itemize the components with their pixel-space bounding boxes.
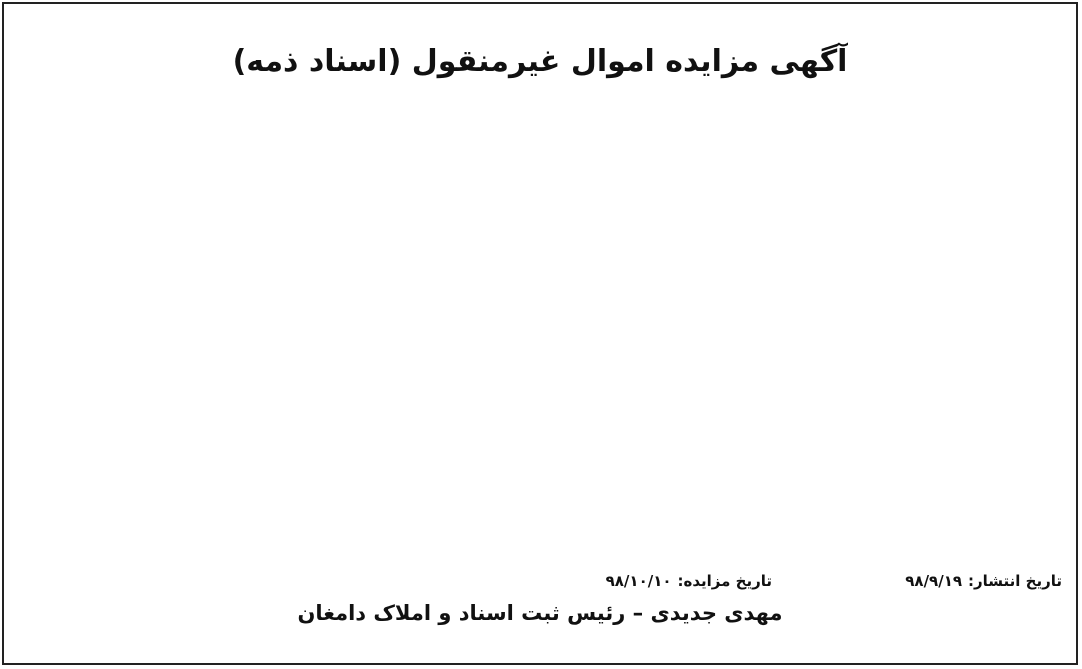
signature: مهدی جدیدی – رئیس ثبت اسناد و املاک دامغان	[297, 601, 783, 625]
publish-date-value: ۹۸/۹/۱۹	[905, 572, 962, 590]
notice-title: آگهی مزایده اموال غیرمنقول (اسناد ذمه)	[232, 44, 848, 79]
publish-date	[905, 572, 1062, 590]
auction-date	[606, 572, 772, 590]
auction-date-label: تاریخ مزایده:	[677, 572, 772, 590]
publish-date-label: تاریخ انتشار:	[968, 572, 1062, 590]
notice-body	[18, 96, 1060, 566]
auction-date-value: ۹۸/۱۰/۱۰	[605, 572, 672, 590]
notice-dates	[18, 572, 1062, 594]
auction-notice	[2, 2, 1078, 665]
